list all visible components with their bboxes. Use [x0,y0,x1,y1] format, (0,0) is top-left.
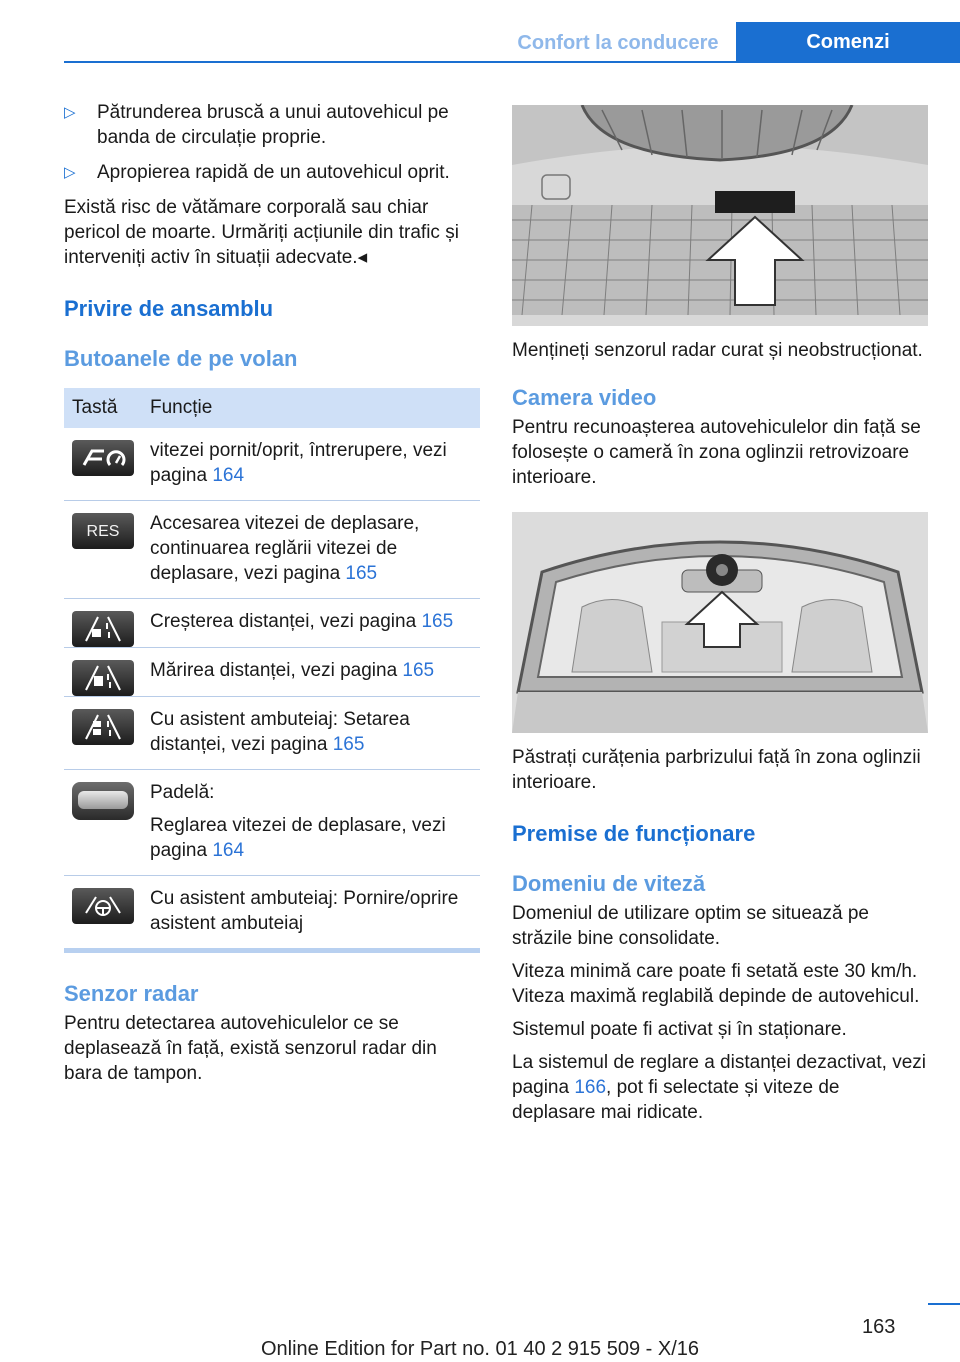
table-row: Padelă: Reglarea vitezei de deplasare, vezi pagina 164 [64,770,480,876]
paddle-title: Padelă: [150,782,215,803]
paragraph: Viteza minimă care poate fi setată este 30 km/h. Viteza maximă reglabilă depinde de autovehicul. [512,961,920,1007]
page-link[interactable]: 165 [332,734,365,755]
page-link[interactable]: 165 [345,563,378,584]
end-marker-icon: ◂ [357,247,368,268]
page-link[interactable]: 164 [212,840,245,861]
steering-wheel-buttons-table [64,388,480,948]
paddle-icon [72,782,134,820]
res-button: RES [72,513,134,549]
section-heading: Privire de ansamblu [64,296,274,321]
header-chapter-tab: Comenzi [736,22,960,63]
header-section-title: Confort la conducere [517,31,719,54]
table-row: vitezei pornit/oprit, întrerupere, vezi pagina 164 [64,428,480,501]
page-link[interactable]: 165 [421,611,454,632]
distance-decrease-icon [72,660,134,696]
paragraph: Pentru recunoașterea autovehiculelor din față se folosește o cameră în zona oglinzii retrovizoare interioare. [512,417,921,488]
camera-caption: Păstrați curățenia parbrizului față în zona oglinzii interioare. [512,747,921,793]
warning-text: Există risc de vătămare corporală sau chiar pericol de moarte. Urmăriți acțiunile din trafic și interveniți activ în situații adecvate.◂ [64,197,459,268]
table-row: Creșterea distanței, vezi pagina 165 [64,599,480,648]
table-row: Mărirea distanței, vezi pagina 165 [64,648,480,697]
page-link[interactable]: 164 [212,465,245,486]
triangle-bullet-icon: ▷ [64,164,76,181]
table-row: Cu asistent ambuteiaj: Setarea distanței, vezi pagina 165 [64,697,480,770]
triangle-bullet-icon: ▷ [64,104,76,121]
table-end-rule [64,948,480,953]
radar-caption: Mențineți senzorul radar curat și neobstrucționat. [512,340,923,361]
page-link[interactable]: 165 [402,660,435,681]
page-number: 163 [862,1316,896,1338]
table-row: Cu asistent ambuteiaj: Pornire/oprire asistent ambuteiaj [64,876,480,949]
radar-sensor-photo [512,105,928,326]
bullet-text: Pătrunderea bruscă a unui autovehicul pe banda de circulație proprie. [97,102,449,148]
distance-set-icon [72,709,134,745]
paragraph: Pentru detectarea autovehiculelor ce se deplasează în față, există senzorul radar din bara de tampon. [64,1013,437,1084]
section-heading: Premise de funcționare [512,821,756,846]
table-row: RES Accesarea vitezei de deplasare, continuarea reglării vitezei de deplasare, vezi pagina 165 [64,501,480,599]
bullet-text: Apropierea rapidă de un autovehicul oprit. [97,162,450,183]
footer-edition: Online Edition for Part no. 01 40 2 915 509 - X/16 [260,1338,700,1360]
column-header-key: Tastă [64,388,142,428]
subsection-heading: Butoanele de pe volan [64,346,298,371]
paragraph: La sistemul de reglare a distanței dezactivat, vezi pagina 166, pot fi selectate și viteze de deplasare mai ridicate. [512,1052,926,1123]
subsection-heading: Senzor radar [64,981,199,1006]
page-link[interactable]: 166 [574,1077,607,1098]
traffic-jam-assistant-icon [72,888,134,924]
list-item [64,160,480,185]
subsection-heading: Camera video [512,385,657,410]
header-rule [64,61,960,63]
paragraph: Sistemul poate fi activat și în staționare. [512,1019,847,1040]
cruise-control-icon [72,440,134,476]
footer-rule [928,1303,960,1305]
paragraph: Domeniul de utilizare optim se situează pe străzile bine consolidate. [512,903,869,949]
left-column [64,100,480,1086]
column-header-function: Funcție [142,388,480,428]
list-item [64,100,480,150]
right-column [512,105,928,1125]
camera-photo [512,512,928,733]
subsection-heading: Domeniu de viteză [512,871,706,896]
distance-increase-icon [72,611,134,647]
